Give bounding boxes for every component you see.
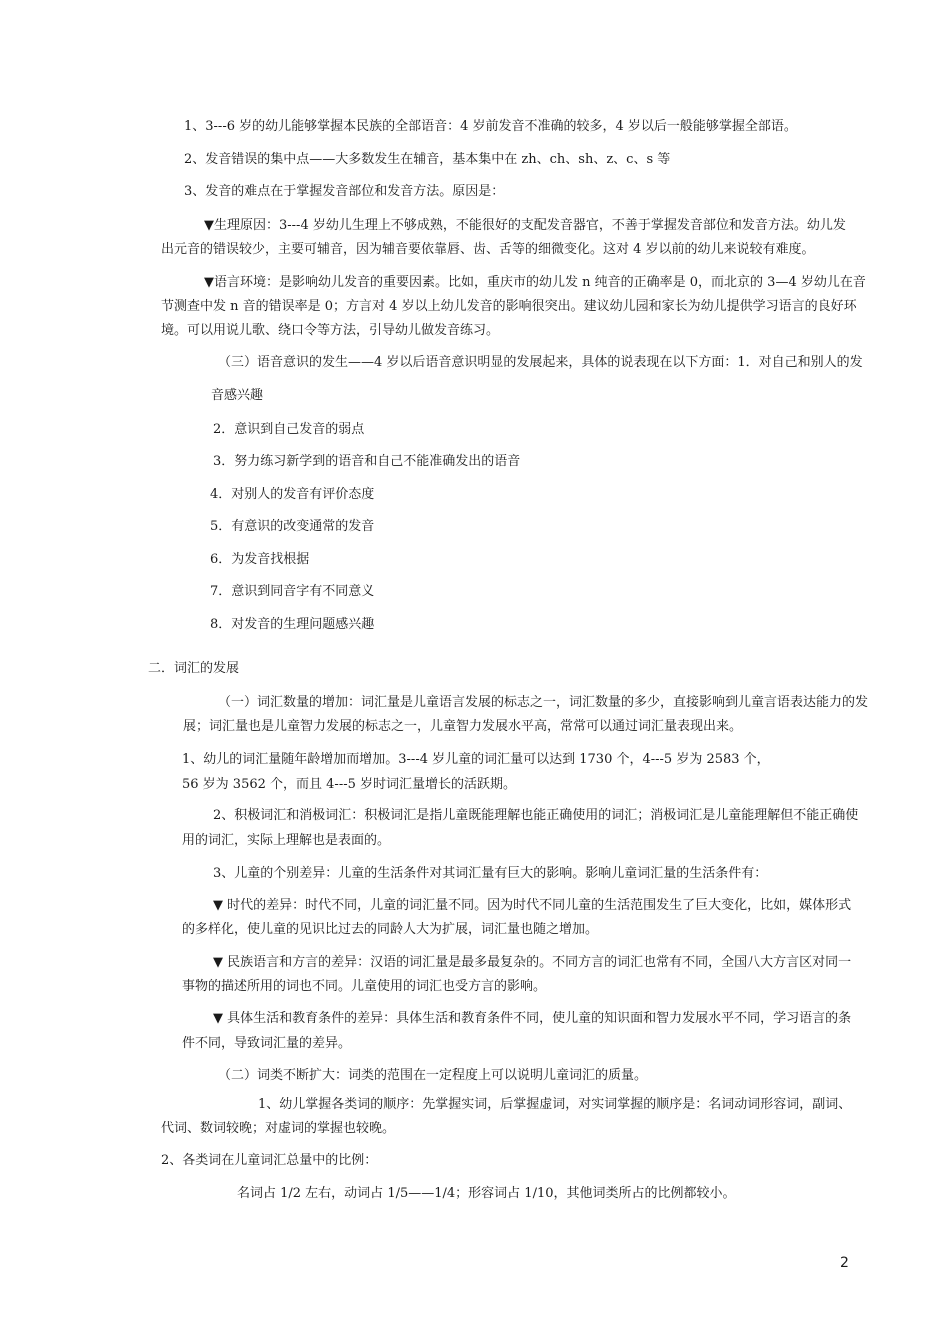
list-item: 6．为发音找根据 [210,552,310,567]
text-line: 2、各类词在儿童词汇总量中的比例： [161,1153,378,1168]
text-line: ▼ 时代的差异：时代不同，儿童的词汇量不同。因为时代不同儿童的生活范围发生了巨大变化，比如，媒体形式 [213,898,852,913]
text-line: ▼生理原因：3---4 岁幼儿生理上不够成熟，不能很好的支配发音器官，不善于掌握发音部位和发音方法。幼儿发 [204,218,846,233]
text-line: ▼ 具体生活和教育条件的差异：具体生活和教育条件不同，使儿童的知识面和智力发展水平不同，学习语言的条 [213,1011,852,1026]
text-line: （三）语音意识的发生——4 岁以后语音意识明显的发展起来，具体的说表现在以下方面：1．对自己和别人的发 [218,355,863,370]
text-line: ▼语言环境：是影响幼儿发音的重要因素。比如，重庆市的幼儿发 n 纯音的正确率是 0，而北京的 3—4 岁幼儿在音 [204,275,866,290]
text-line: （二）词类不断扩大：词类的范围在一定程度上可以说明儿童词汇的质量。 [218,1068,648,1083]
text-line: 3、发音的难点在于掌握发音部位和发音方法。原因是： [184,184,505,199]
text-line: 展；词汇量也是儿童智力发展的标志之一，儿童智力发展水平高，常常可以通过词汇量表现出来。 [183,719,743,734]
page-number: 2 [840,1255,849,1271]
text-line: 1、幼儿的词汇量随年龄增加而增加。3---4 岁儿童的词汇量可以达到 1730 个，4---5 岁为 2583 个， [182,752,770,767]
list-item: 8．对发音的生理问题感兴趣 [210,617,375,632]
section-heading: 二．词汇的发展 [148,661,240,676]
text-line: 音感兴趣 [211,388,264,403]
text-line: 的多样化，使儿童的见识比过去的同龄人大为扩展，词汇量也随之增加。 [182,922,599,937]
list-item: 2．意识到自己发音的弱点 [213,422,365,437]
list-item: 3．努力练习新学到的语音和自己不能准确发出的语音 [213,454,521,469]
text-line: 名词占 1/2 左右，动词占 1/5——1/4；形容词占 1/10，其他词类所占的比例都较小。 [237,1186,736,1201]
text-line: （一）词汇数量的增加：词汇量是儿童语言发展的标志之一，词汇数量的多少，直接影响到儿童言语表达能力的发 [218,695,869,710]
list-item: 5．有意识的改变通常的发音 [210,519,375,534]
text-line: 用的词汇，实际上理解也是表面的。 [182,833,391,848]
text-line: 2、积极词汇和消极词汇：积极词汇是指儿童既能理解也能正确使用的词汇；消极词汇是儿童能理解但不能正确使 [213,808,859,823]
list-item: 4．对别人的发音有评价态度 [210,487,375,502]
text-line: 1、3---6 岁的幼儿能够掌握本民族的全部语音：4 岁前发音不准确的较多，4 岁以后一般能够掌握全部语。 [184,119,797,134]
text-line: 1、幼儿掌握各类词的顺序：先掌握实词，后掌握虚词，对实词掌握的顺序是：名词动词形容词，副词、 [258,1097,852,1112]
list-item: 7．意识到同音字有不同意义 [210,584,375,599]
text-line: 境。可以用说儿歌、绕口令等方法，引导幼儿做发音练习。 [161,323,500,338]
text-line: 事物的描述所用的词也不同。儿童使用的词汇也受方言的影响。 [182,979,547,994]
text-line: 出元音的错误较少，主要可辅音，因为辅音要依靠唇、齿、舌等的细微变化。这对 4 岁以前的幼儿来说较有难度。 [161,242,815,257]
text-line: 56 岁为 3562 个，而且 4---5 岁时词汇量增长的活跃期。 [182,777,517,792]
text-line: 代词、数词较晚；对虚词的掌握也较晚。 [161,1121,396,1136]
text-line: 3、儿童的个别差异：儿童的生活条件对其词汇量有巨大的影响。影响儿童词汇量的生活条件有： [213,866,768,881]
text-line: 件不同，导致词汇量的差异。 [182,1036,352,1051]
text-line: 2、发音错误的集中点——大多数发生在辅音，基本集中在 zh、ch、sh、z、c、s 等 [184,152,671,167]
text-line: 节测查中发 n 音的错误率是 0；方言对 4 岁以上幼儿发音的影响很突出。建议幼儿园和家长为幼儿提供学习语言的良好环 [161,299,857,314]
text-line: ▼ 民族语言和方言的差异：汉语的词汇量是最多最复杂的。不同方言的词汇也常有不同，全国八大方言区对同一 [213,955,852,970]
